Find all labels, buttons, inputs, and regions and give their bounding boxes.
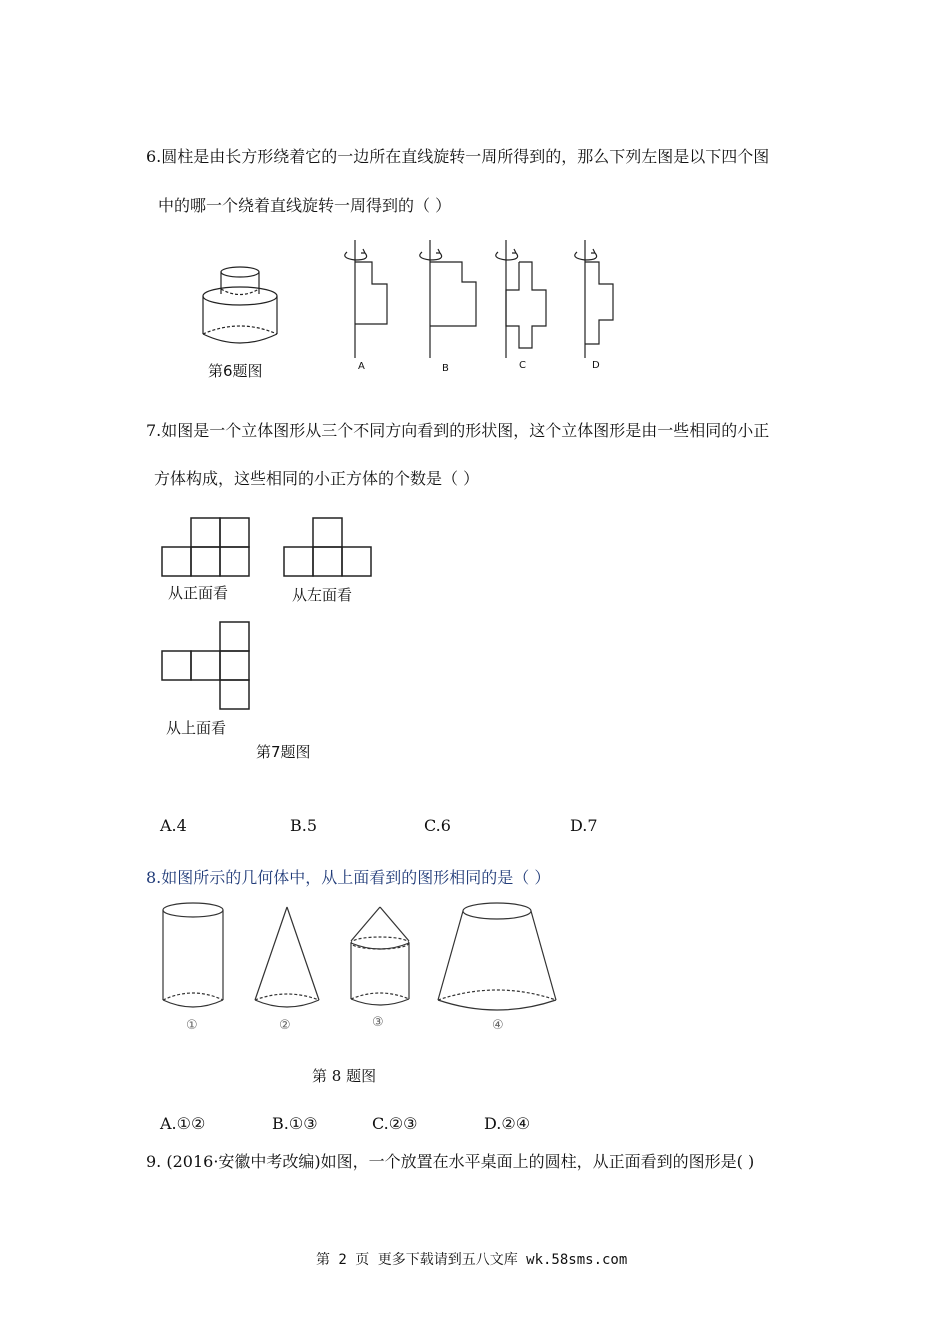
q7-option-b: B.5 (290, 816, 318, 835)
q7-top-view-grid (162, 622, 252, 712)
q7-figure-caption: 第7题图 (256, 743, 311, 761)
q6-choice-d-figure (565, 240, 625, 365)
q6-choice-a-figure (335, 240, 395, 365)
q9-line1: 9. (2016·安徽中考改编)如图，一个放置在水平桌面上的圆柱，从正面看到的图形是( ) (146, 1152, 755, 1171)
q8-frustum-figure (432, 900, 562, 1015)
q6-figure-caption: 第6题图 (208, 362, 263, 380)
q8-line1: 8.如图所示的几何体中，从上面看到的图形相同的是（ ） (146, 868, 551, 887)
q6-choice-d-label: D (592, 360, 600, 371)
q8-label-2: ② (279, 1018, 291, 1033)
q6-choice-a-label: A (358, 361, 365, 372)
q7-front-view-label: 从正面看 (168, 584, 229, 602)
q6-choice-b-label: B (442, 363, 449, 374)
q8-option-c: C.②③ (372, 1114, 418, 1133)
q8-option-a: A.①② (160, 1114, 206, 1133)
q6-stacked-cylinder-figure (195, 262, 285, 362)
q7-line1: 7.如图是一个立体图形从三个不同方向看到的形状图，这个立体图形是由一些相同的小正 (146, 421, 770, 440)
q8-label-3: ③ (372, 1015, 384, 1030)
q7-left-view-label: 从左面看 (292, 586, 353, 604)
page-footer: 第 2 页 更多下载请到五八文库 wk.58sms.com (316, 1252, 628, 1268)
q8-figure-caption: 第 8 题图 (312, 1067, 377, 1085)
q6-line1: 6.圆柱是由长方形绕着它的一边所在直线旋转一周所得到的，那么下列左图是以下四个图 (146, 147, 770, 166)
q7-left-view-grid (284, 518, 374, 578)
q7-option-c: C.6 (424, 816, 451, 835)
q8-cone-on-cylinder-figure (344, 905, 416, 1015)
q7-front-view-grid (162, 518, 252, 578)
q6-choice-c-label: C (519, 360, 526, 371)
q7-top-view-label: 从上面看 (166, 719, 227, 737)
q8-label-4: ④ (492, 1018, 504, 1033)
q6-line2: 中的哪一个绕着直线旋转一周得到的（ ） (158, 196, 452, 215)
q7-option-d: D.7 (570, 816, 598, 835)
q8-label-1: ① (186, 1018, 198, 1033)
q8-cylinder-figure (158, 900, 228, 1015)
q8-cone-figure (252, 905, 322, 1015)
q6-choice-b-figure (410, 240, 485, 365)
q8-option-d: D.②④ (484, 1114, 531, 1133)
q7-option-a: A.4 (160, 816, 187, 835)
q6-choice-c-figure (486, 240, 556, 365)
q7-line2: 方体构成，这些相同的小正方体的个数是（ ） (154, 469, 480, 488)
q8-option-b: B.①③ (272, 1114, 318, 1133)
